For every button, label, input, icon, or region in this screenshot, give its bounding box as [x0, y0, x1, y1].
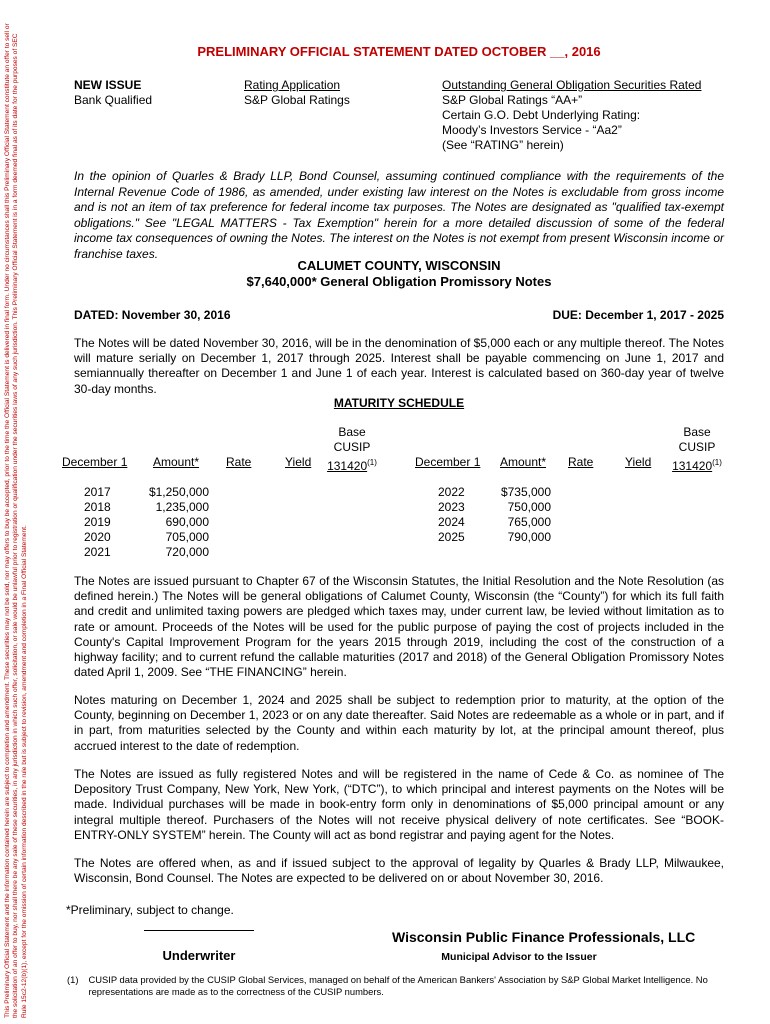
header-cusip-sup-left: (1) [367, 458, 377, 467]
header-base-left: Base [338, 425, 366, 439]
header-date-right: December 1 [415, 455, 481, 469]
footnote-mark: (1) [67, 974, 79, 985]
header-cusip-left [312, 425, 392, 474]
county-heading [74, 258, 724, 290]
paragraph-authority: The Notes are issued pursuant to Chapter 67 of the Wisconsin Statutes, the Initial Resolution and the Note Resolution (as defined herein.) The Notes will be general obligations of Calumet County, Wisconsin (the “County”) for which its full faith and credit and unlimited taxing powers are pledged which taxes may, under current law, be levied without limitation as to rate or amount. Proceeds of the Notes will be used for the public purpose of paying the cost of projects included in the County's Capital Improvement Program for the years 2015 through 2019, including the cost of the construction of a highway facility; and to current refund the callable maturities (2017 and 2018) of the General Obligation Promissory Notes dated April 1, 2009. See “THE FINANCING” herein. [74, 574, 724, 680]
years-left [84, 485, 111, 560]
outstanding-line-1: S&P Global Ratings “AA+” [442, 93, 583, 107]
tax-opinion: In the opinion of Quarles & Brady LLP, Bond Counsel, assuming continued compliance with the requirements of the Internal Revenue Code of 1986, as amended, under existing law interest on the Notes is excludable from gross income and is not an item of tax preference for federal income tax purposes. The Notes are designated as "qualified tax-exempt obligations." See "LEGAL MATTERS - Tax Exemption" herein for a more detailed discussion of some of the federal income tax consequences of owning the Notes. The interest on the Notes is not exempt from present Wisconsin income or franchise taxes. [74, 169, 724, 261]
header-cusip-num-left: 131420 [327, 459, 368, 473]
amount-cell: 690,000 [165, 515, 209, 529]
page-title: PRELIMINARY OFFICIAL STATEMENT DATED OCTOBER __, 2016 [197, 44, 601, 59]
year-cell: 2021 [84, 545, 111, 559]
side-disclaimer [0, 0, 68, 1024]
side-disclaimer-text: This Preliminary Official Statement and the information contained herein are subject to completion and amendment. These securities may not be sold, nor may offers to buy be accepted, prior to the time the Official Statement is delivered in final form. Under no circumstances shall this Preliminary Official Statement constitute an offer to sell or the solicitation of an offer to buy, nor shall there be any sale of these securities, in any jurisdiction in which such offer, solicitation, or sale would be unlawful prior to registration or qualification under the securities laws of any such jurisdiction. This Preliminary Official Statement is in a form deemed final as of its date for the purposes of SEC Rule 15c2-12(b)(1), except for the omission of certain information described in the rule but is subject to revision, amendment and completion in a Final Official Statement. [4, 23, 28, 1018]
issue-title: $7,640,000* General Obligation Promissory Notes [246, 274, 552, 289]
header-rate-left: Rate [226, 455, 252, 469]
year-cell: 2020 [84, 530, 111, 544]
dated-date: DATED: November 30, 2016 [74, 308, 231, 322]
header-date-left: December 1 [62, 455, 128, 469]
header-rate-right: Rate [568, 455, 594, 469]
issue-value: Bank Qualified [74, 93, 153, 107]
header-cusip-label-right: CUSIP [678, 440, 716, 454]
rating-app-label: Rating Application [244, 78, 341, 92]
header-cusip-right [662, 425, 732, 474]
due-date: DUE: December 1, 2017 - 2025 [552, 308, 724, 322]
header-amount-right: Amount* [500, 455, 547, 469]
amount-cell: 705,000 [165, 530, 209, 544]
amount-cell: 720,000 [165, 545, 209, 559]
maturity-schedule-title: MATURITY SCHEDULE [333, 396, 465, 410]
header-cusip-sup-right: (1) [712, 458, 722, 467]
amount-cell: 750,000 [507, 500, 551, 514]
paragraph-offering: The Notes are offered when, as and if issued subject to the approval of legality by Quarles & Brady LLP, Milwaukee, Wisconsin, Bond Counsel. The Notes are expected to be delivered on or about November 30, 2016. [74, 856, 724, 886]
year-cell: 2017 [84, 485, 111, 499]
advisor-role: Municipal Advisor to the Issuer [441, 951, 597, 963]
footnote-text: CUSIP data provided by the CUSIP Global Services, managed on behalf of the American Bankers' Association by S&P Global Market Intelligence. No representations are made as to the correctness of the CUSIP numbers. [88, 974, 708, 997]
preliminary-note: *Preliminary, subject to change. [66, 903, 234, 917]
header-cusip-num-right: 131420 [672, 459, 713, 473]
advisor-name: Wisconsin Public Finance Professionals, LLC [392, 929, 696, 945]
year-cell: 2022 [438, 485, 465, 499]
issue-block [74, 78, 152, 108]
county-name: CALUMET COUNTY, WISCONSIN [297, 258, 501, 273]
amount-cell: 765,000 [507, 515, 551, 529]
header-yield-right: Yield [625, 455, 652, 469]
outstanding-line-2: Certain G.O. Debt Underlying Rating: [442, 108, 641, 122]
year-cell: 2024 [438, 515, 465, 529]
header-cusip-label-left: CUSIP [333, 440, 371, 454]
year-cell: 2025 [438, 530, 465, 544]
rating-app-block [244, 78, 350, 108]
outstanding-line-4: (See “RATING” herein) [442, 138, 564, 152]
header-amount-left: Amount* [153, 455, 200, 469]
header-yield-left: Yield [285, 455, 312, 469]
underwriter-label: Underwriter [162, 948, 236, 963]
paragraph-notes-terms: The Notes will be dated November 30, 2016, will be in the denomination of $5,000 each or any multiple thereof. The Notes will mature serially on December 1, 2017 through 2025. Interest shall be payable commencing on June 1, 2017 and semiannually thereafter on December 1 and June 1 of each year. Interest is calculated based on 360-day year of twelve 30-day months. [74, 336, 724, 396]
header-base-right: Base [683, 425, 711, 439]
amounts-right [484, 485, 551, 545]
amount-cell: $735,000 [500, 485, 551, 499]
paragraph-redemption: Notes maturing on December 1, 2024 and 2025 shall be subject to redemption prior to maturity, at the option of the County, beginning on December 1, 2023 or on any date thereafter. Said Notes are redeemable as a whole or in part, and if in part, from maturities selected by the County and within each maturity by lot, at the principal amount thereof, plus accrued interest to the date of redemption. [74, 693, 724, 753]
outstanding-line-3: Moody’s Investors Service - “Aa2” [442, 123, 622, 137]
amounts-left [134, 485, 209, 560]
amount-cell: 1,235,000 [155, 500, 209, 514]
amount-cell: $1,250,000 [148, 485, 209, 499]
amount-cell: 790,000 [507, 530, 551, 544]
outstanding-block [442, 78, 701, 153]
outstanding-label: Outstanding General Obligation Securities Rated [442, 78, 702, 92]
years-right [438, 485, 465, 545]
year-cell: 2018 [84, 500, 111, 514]
paragraph-registration: The Notes are issued as fully registered Notes and will be registered in the name of Cede & Co. as nominee of The Depository Trust Company, New York, New York, (“DTC”), to which principal and interest payments on the Notes will be made. Individual purchases will be made in book-entry form only in denominations of $5,000 principal amount or any integral multiple thereof. Purchasers of the Notes will not receive physical delivery of note certificates. See “BOOK-ENTRY-ONLY SYSTEM” herein. The County will act as bond registrar and paying agent for the Notes. [74, 767, 724, 842]
underwriter-line [144, 930, 254, 931]
year-cell: 2019 [84, 515, 111, 529]
year-cell: 2023 [438, 500, 465, 514]
footnote [67, 974, 727, 998]
rating-app-value: S&P Global Ratings [244, 93, 350, 107]
issue-label: NEW ISSUE [74, 78, 142, 92]
